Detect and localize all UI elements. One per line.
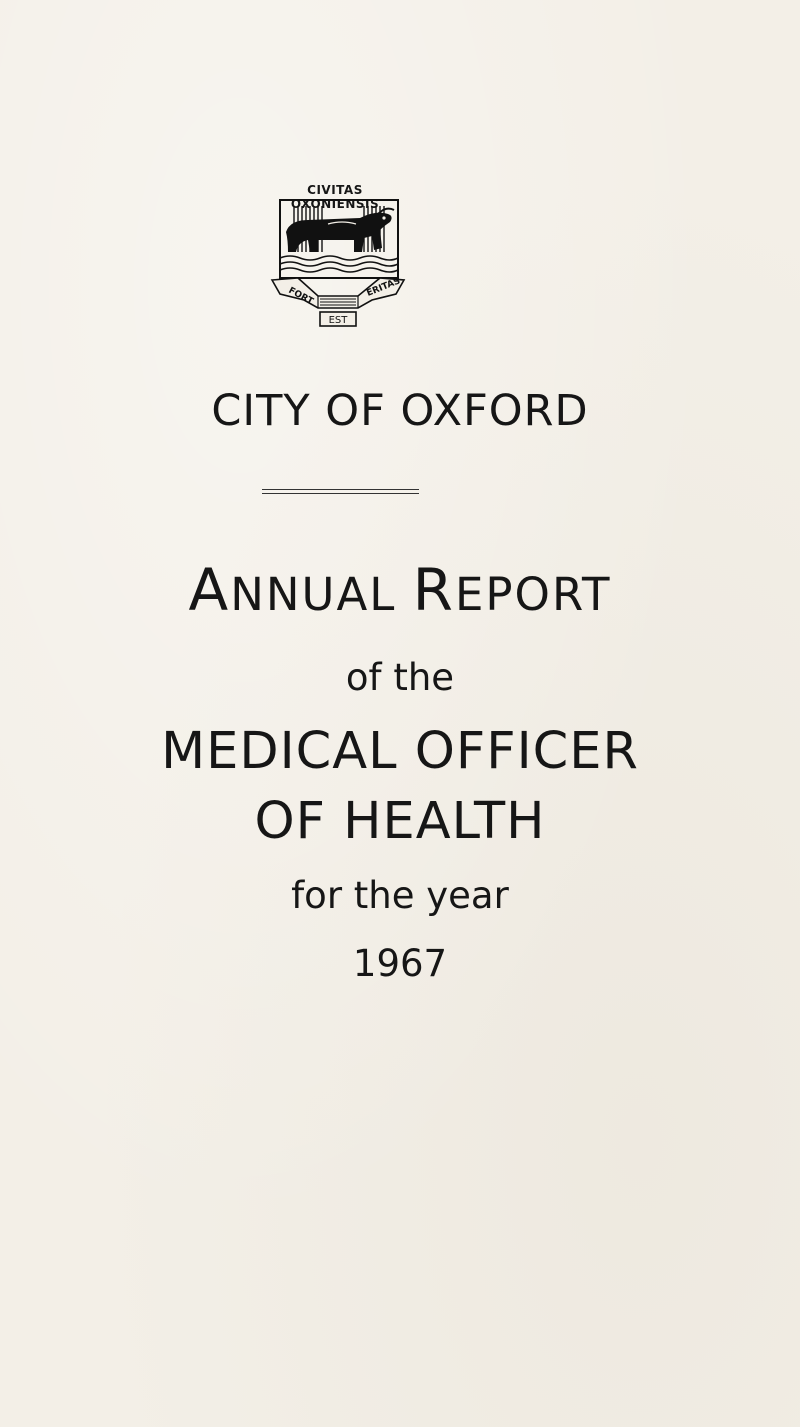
city-name: CITY OF OXFORD — [211, 386, 589, 436]
crest-est-label: EST — [328, 315, 348, 326]
of-the-text: of the — [345, 656, 455, 699]
of-health-heading: OF HEALTH — [254, 792, 546, 851]
title-word1-rest: NNUAL — [230, 568, 397, 621]
title-word2-initial: R — [412, 556, 455, 624]
medical-officer-heading: MEDICAL OFFICER — [161, 722, 639, 781]
for-the-year-text: for the year — [291, 874, 509, 917]
ribbon-right-text: ERITAS — [365, 276, 402, 299]
crest-motto: CIVITAS OXONIENSIS — [290, 183, 380, 211]
title-word1-initial: A — [188, 556, 231, 624]
oxford-coat-of-arms-icon — [268, 196, 408, 332]
ribbon-left-text: FORT — [286, 285, 315, 308]
divider-rule-top — [262, 489, 419, 490]
title-word2-rest: EPORT — [454, 568, 612, 621]
report-year: 1967 — [352, 942, 448, 985]
report-title — [0, 556, 800, 624]
divider-rule-bottom — [262, 493, 419, 494]
